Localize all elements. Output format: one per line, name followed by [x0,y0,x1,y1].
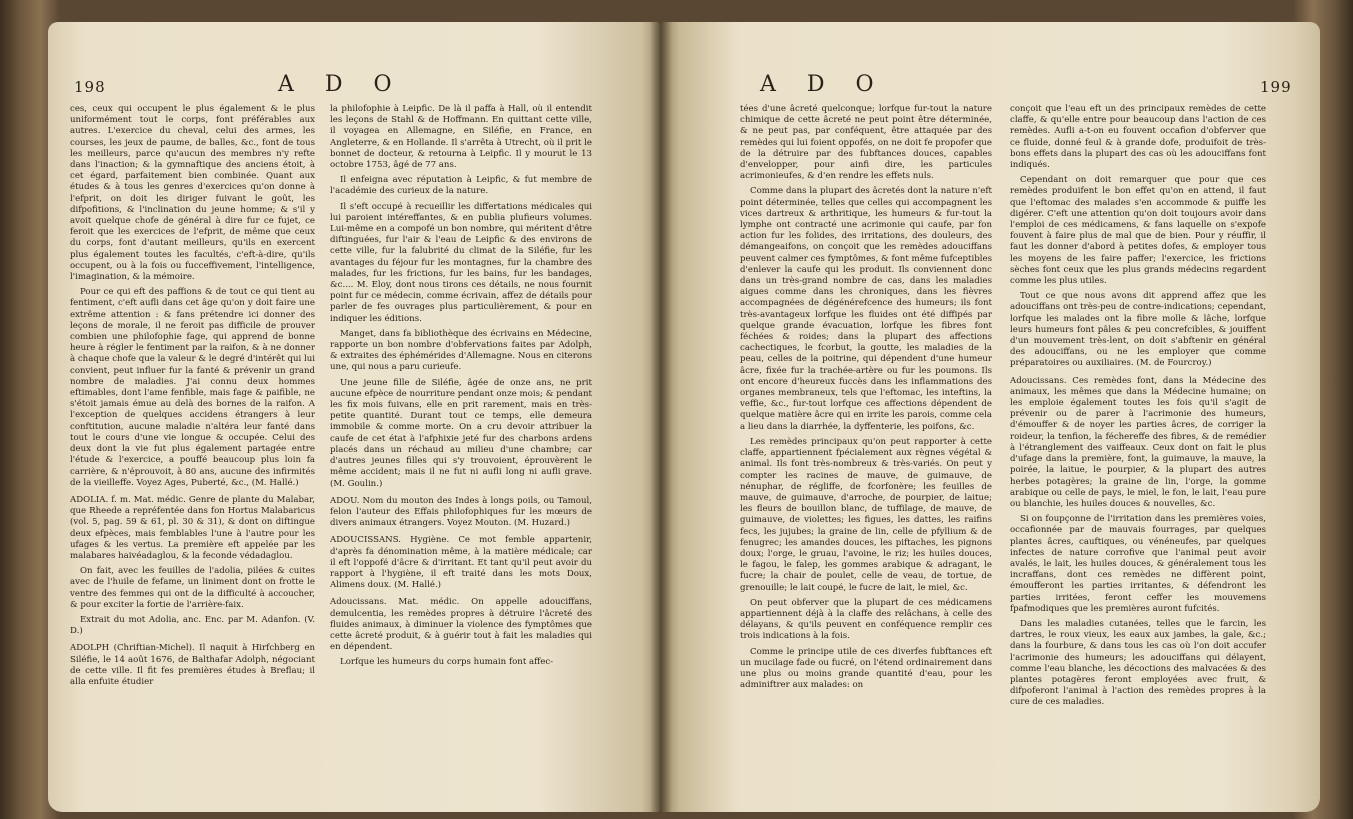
text-paragraph: ces, ceux qui occupent le plus également & le plus uniformément tout le corps, font préférables aux autres. L'exercice du cheval, celui des armes, les courses, les jeux de paume, de balles, &c., font de tous les meilleurs, parce qu'aucun des membres n'y refte dans l'inaction; & la gymnaftique des anciens étoit, à cet égard, parfaitement bien combinée. Quant aux études & à tous les genres d'exercices qu'on donne à l'efprit, on doit les diriger fuivant le goût, les difpofitions, & l'inclination du jeune homme; & s'il y avoit quelque chofe de général à dire fur ce fujet, ce feroit que les exercices de l'efprit, de même que ceux du corps, font d'autant meilleurs, qu'ils en exercent plus également toutes les facultés, c'eft-à-dire, qu'ils occupent, ou à la fois ou fucceffivement, l'intelligence, l'imagination, & la mémoire. [70,104,315,283]
text-paragraph: conçoit que l'eau eft un des principaux remèdes de cette claffe, & qu'elle entre pour beaucoup dans l'action de ces remèdes. Aufli a-t-on eu fouvent occafion d'obferver que ce fluide, donné feul & à grande dofe, produifoit de très-bons effets dans la plupart des cas où les adouciffans font indiqués. [1010,104,1266,171]
book-gutter [650,22,672,812]
text-paragraph: Dans les maladies cutanées, telles que le farcin, les dartres, le roux vieux, les eaux aux jambes, la gale, &c.; dans la fourbure, & dans tous les cas où l'on doit accufer l'acrimonie des humeurs; les adouciffans qui délayent, comme l'eau blanche, les décoctions des malvacées & des plantes potagères feront employées avec fruit, & difpoferont l'animal à l'action des remèdes propres à la cure de ces maladies. [1010,618,1266,708]
text-paragraph: Extrait du mot Adolia, anc. Enc. par M. Adanfon. (V. D.) [70,614,315,637]
text-paragraph: Tout ce que nous avons dit apprend affez que les adouciffans ont très-peu de contre-indications; cependant, lorfque les malades ont la fibre molle & lâche, lorfque leurs humeurs font pâles & peu concrefcibles, & jouiffent d'un mouvement très-lent, on doit s'abftenir en général des adouciffans, ou ne les employer que comme préparatoires ou auxiliaires. (M. de Fourcroy.) [1010,291,1266,369]
text-paragraph: Lorfque les humeurs du corps humain font affec- [340,657,554,668]
text-paragraph: Il s'eft occupé à recueillir les differtations médicales qui lui paroient intéreffantes, & en publia plufieurs volumes. Lui-même en a compofé un bon nombre, qui méritent d'être diftinguées, fur l'air & l'eau de Leipfic & des environs de cette ville, fur la falubrité du climat de la Siléfie, fur les avantages du féjour fur les montagnes, fur la chambre des malades, fur les frictions, fur les bains, fur les bandages, &c.... M. Eloy, dont nous tirons ces détails, ne nous fournit point fur ce médecin, comme écrivain, affez de détails pour parler de fes ouvrages plus particulièrement, & pour en indiquer les éditions. [330,201,592,324]
text-paragraph: Comme le principe utile de ces diverfes fubftances eft un mucilage fade ou fucré, on l'étend ordinairement dans une plus ou moins grande quantité d'eau, pour les adminiftrer aux malades: on [740,646,992,691]
left-page-column-2 [330,104,592,799]
dictionary-entry: ADOLPH (Chriftian-Michel). Il naquit à Hirfchberg en Siléfie, le 14 août 1676, de Balthafar Adolph, négociant de cette ville. Il fit fes premières études à Breflau; il alla enfuite étudier [70,643,315,687]
dictionary-entry: ADOU. Nom du mouton des Indes à longs poils, ou Tamoul, felon l'auteur des Effais philofophiques fur les mœurs de divers animaux étrangers. Voyez Mouton. (M. Huzard.) [330,495,592,529]
page-number-right: 199 [1260,78,1292,96]
page-number-left: 198 [74,78,106,96]
right-page [660,22,1320,812]
text-paragraph: On fait, avec les feuilles de l'adolia, pilées & cuites avec de l'huile de fefame, un liniment dont on frotte le ventre des femmes qui ont de la difficulté à accoucher, & pour exciter la fortie de l'arrière-faix. [70,566,315,610]
text-paragraph: On peut obferver que la plupart de ces médicamens appartiennent déjà à la claffe des relâchans, à celle des délayans, & qu'ils peuvent en conféquence remplir ces trois indications à la fois. [740,597,992,642]
right-page-column-1 [740,104,992,799]
text-paragraph: tées d'une âcreté quelconque; lorfque fur-tout la nature chimique de cette âcreté ne peut point être déterminée, & ne peut pas, par conféquent, être attaquée par des remèdes qui lui foient oppofés, on ne doit fe propofer que de la détruire par des fubftances douces, capables d'envelopper, pour ainfi dire, les particules acrimonieufes, & d'en rendre les effets nuls. [740,104,992,182]
text-paragraph: Comme dans la plupart des âcretés dont la nature n'eft point déterminée, telles que celles qui accompagnent les vices dartreux & arthritique, les humeurs & fur-tout la lymphe ont contracté une acrimonie qui caufe, par fon action fur les folides, des irritations, des douleurs, des démangeaifons, on conçoit que les remèdes adouciffans peuvent calmer ces fymptômes, & font même fufceptibles d'enlever la caufe qui les produit. Ils conviennent donc dans un très-grand nombre de cas, dans les maladies aigues comme dans les chroniques, dans les fièvres accompagnées de dégénérefcence des humeurs; ils font très-avantageux lorfque les fluides ont été diffipés par quelque grande évacuation, lorfque les fibres font féchées & roides; dans la plupart des affections cachectiques, le fcorbut, la goutte, les maladies de la peau, celles de la poitrine, qui dépendent d'une humeur âcre, fixée fur la trachée-artère ou fur les poumons. Ils ont encore d'heureux fuccès dans les inflammations des organes membraneux, tels que l'eftomac, les inteftins, la veffie, &c., fur-tout lorfque ces affections dépendent de quelque matière âcre qui en irrite les parois, comme cela a lieu dans la diarrhée, la dyffenterie, les poifons, &c. [740,186,992,432]
text-paragraph: Pour ce qui eft des paffions & de tout ce qui tient au fentiment, c'eft aufli dans cet âge qu'on y doit faire une extrême attention : & fans prétendre ici donner des leçons de morale, il ne feroit pas difficile de prouver combien une philofophie fage, qui apprend de bonne heure à régler le fentiment par la raifon, & à ne donner à chaque chofe que la valeur & le degré d'intérêt qui lui convient, peut influer fur la fanté & prévenir un grand nombre de maladies. J'ai connu deux hommes eftimables, dont l'ame fenfible, mais fage & paifible, ne s'étoit jamais émue au delà des bornes de la raifon. A l'exception de quelques accidens étrangers à leur conftitution, aucune maladie n'altéra leur fanté dans tout le cours d'une vie longue & occupée. Celui des deux dont la vie fut plus également partagée entre l'étude & l'exercice, a pouffé beaucoup plus loin fa carrière, & n'éprouvoit, à 80 ans, aucune des infirmités de la vieilleffe. Voyez Ages, Puberté, &c., (M. Hallé.) [70,287,315,488]
text-paragraph: la philofophie à Leipfic. De là il paffa à Hall, où il entendit les leçons de Stahl & de Hoffmann. En quittant cette ville, il voyagea en Allemagne, en Siléfie, en France, en Angleterre, & en Hollande. Il s'arrêta à Utrecht, où il prit le bonnet de docteur, & retourna à Leipfic. Il y mourut le 13 octobre 1753, âgé de 77 ans. [330,104,592,171]
dictionary-entry: ADOUCISSANS. Hygiène. Ce mot femble appartenir, d'après fa dénomination même, à la matière médicale; car il eft l'oppofé d'âcre & d'irritant. Et tant qu'il peut avoir du rapport à l'hygiène, il eft traité dans les mots Doux, Alimens doux. (M. Hallé.) [330,535,592,591]
text-paragraph: Une jeune fille de Siléfie, âgée de onze ans, ne prit aucune efpèce de nourriture pendant onze mois; & pendant les fix mois fuivans, elle en prit rarement, mais en très-petite quantité. Durant tout ce temps, elle demeura immobile & comme morte. On a cru devoir attribuer la caufe de cet état à l'afphixie jeté fur des charbons ardens placés dans un réchaud au milieu d'une chambre; car d'autres jeunes filles qui s'y trouvoient, éprouvèrent le même accident; mais il ne fut ni aufli long ni aufli grave. (M. Goulin.) [330,377,592,489]
text-paragraph: Les remèdes principaux qu'on peut rapporter à cette claffe, appartiennent fpécialement aux règnes végétal & animal. Ils font très-nombreux & très-variés. On peut y compter les racines de mauve, de guimauve, de nénuphar, de régliffe, de fcorfonère; les feuilles de mauve, de guimauve, d'arroche, de pourpier, de laitue; les fleurs de bouillon blanc, de tuffilage, de mauve, de guimauve, de violettes; les figues, les dattes, les raifins fecs, les jujubes; la graine de lin, celle de pfyllium & de fenugrec; les amandes douces, les piftaches, les pignons doux; l'orge, le gruau, l'avoine, le riz; les huiles douces, le fagou, le falep, les gommes arabique & adragant, le fucre; la chair de poulet, celle de veau, de tortue, de grenouille; le lait coupé, le fucre de lait, le miel, &c. [740,436,992,593]
dictionary-entry: Adoucissans. Mat. médic. On appelle adouciffans, demulcentia, les remèdes propres à détruire l'âcreté des fluides animaux, à diminuer la violence des fymptômes que cette âcreté produit, & à guérir tout à fait les maladies qui en dépendent. [330,597,592,653]
right-page-column-2 [1010,104,1266,799]
text-paragraph: Si on foupçonne de l'irritation dans les premières voies, occafionnée par de mauvais fourrages, par quelques plantes âcres, cauftiques, ou vénéneufes, par quelques infectes de nature corrofive que l'animal peut avoir avalés, le lait, les huiles douces, & généralement tous les incraffans, dont ces remèdes ne diffèrent point, émoufferont les parties irritantes, & défendront les parties irritées, feront ceffer les mouvemens fpafmodiques que les premières auront fufcités. [1010,514,1266,614]
left-page-column-1 [70,104,315,799]
text-paragraph: Manget, dans fa bibliothèque des écrivains en Médecine, rapporte un bon nombre d'obfervations faites par Adolph, & extraites des éphémérides d'Allemagne. Nous en citerons une, qui nous a paru curieufe. [330,328,592,373]
running-head-left: A D O [278,72,404,97]
text-paragraph: Cependant on doit remarquer que pour que ces remèdes produifent le bon effet qu'on en attend, il faut que l'eftomac des malades s'en accommode & puiffe les digérer. C'eft une attention qu'on doit toujours avoir dans l'emploi de ces médicamens, & fans laquelle on s'expofe fouvent à faire plus de mal que de bien. Pour y réuffir, il faut les donner d'abord à petites dofes, & employer tous les moyens de les faire paffer; l'exercice, les frictions sèches font ceux que les plus grands médecins regardent comme les plus utiles. [1010,175,1266,287]
running-head-right: A D O [760,72,886,97]
dictionary-entry: ADOLIA. f. m. Mat. médic. Genre de plante du Malabar, que Rheede a repréfentée dans fon Hortus Malabaricus (vol. 5, pag. 59 & 61, pl. 30 & 31), & dont on diftingue deux efpèces, mais femblables l'une à l'autre pour les ufages & les vertus. La première eft appelée par les malabares haivéadaglou, & la feconde védadaglou. [70,494,315,561]
dictionary-entry: Adoucissans. Ces remèdes font, dans la Médecine des animaux, les mêmes que dans la Médecine humaine; on les emploie également toutes les fois qu'il s'agit de prévenir ou de parer à l'acrimonie des humeurs, d'émouffer & de noyer les parties âcres, de corriger la roideur, la tenfion, la féchereffe des fibres, & de remédier à l'étranglement des vaiffeaux. Ceux dont on fait le plus d'ufage dans la première, font, la guimauve, la mauve, la poirée, la laitue, le pourpier, & la plupart des autres herbes potagères; la graine de lin, l'orge, la gomme arabique ou celle de pays, le miel, le fon, le lait, l'eau pure ou blanchie, les huiles douces & nouvelles, &c. [1010,375,1266,509]
left-page [48,22,660,812]
text-paragraph: Il enfeigna avec réputation à Leipfic, & fut membre de l'académie des curieux de la nature. [330,175,592,197]
